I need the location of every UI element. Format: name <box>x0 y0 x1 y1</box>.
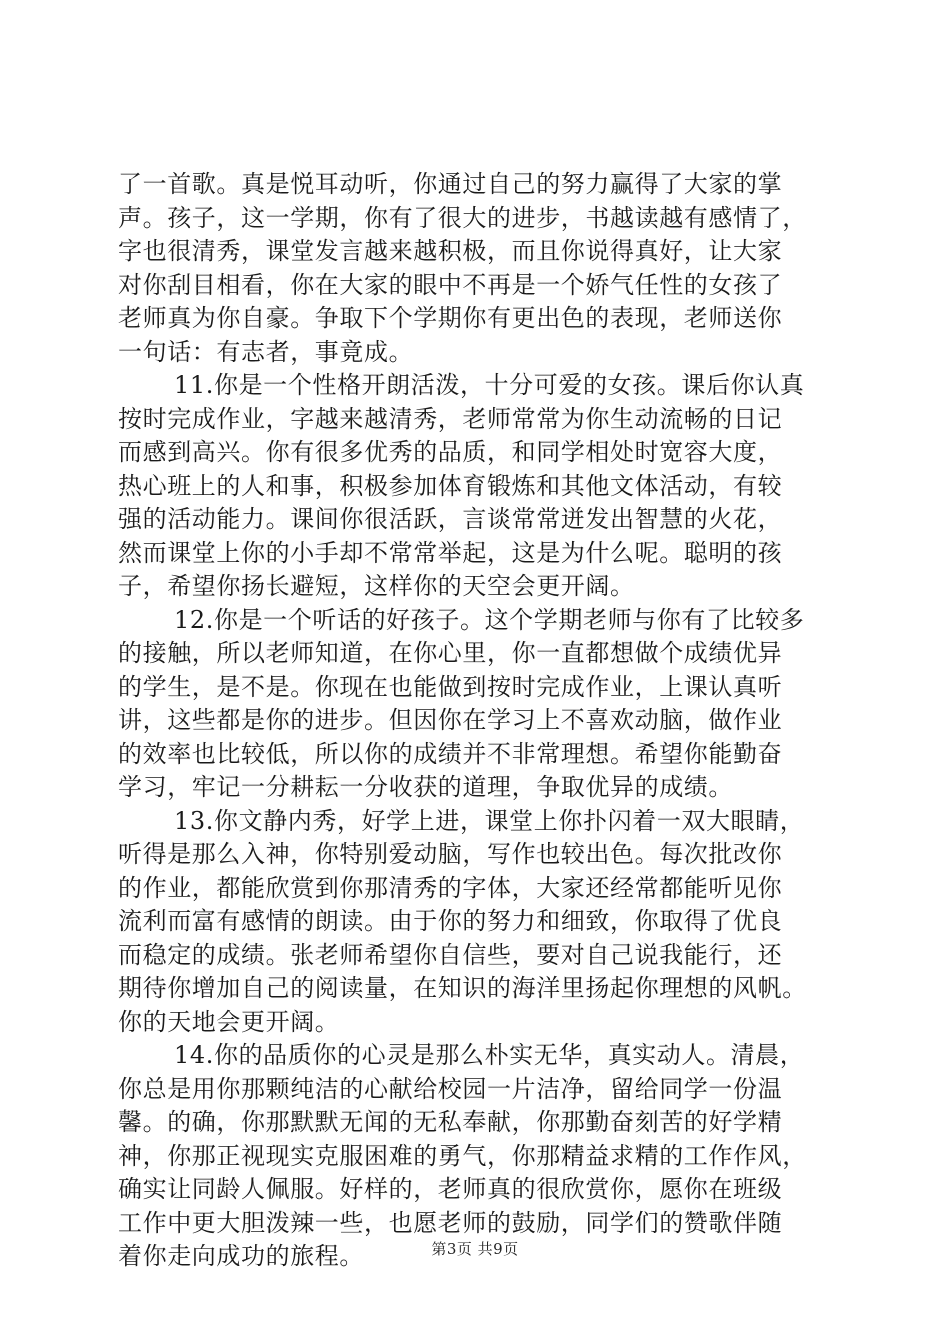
text-line: 声。孩子，这一学期，你有了很大的进步，书越读越有感情了， <box>118 203 807 232</box>
text-line: 听得是那么入神，你特别爱动脑，写作也较出色。每次批改你 <box>118 840 783 868</box>
text-line: 的作业，都能欣赏到你那清秀的字体，大家还经常都能听见你 <box>118 873 783 902</box>
text-line: 而稳定的成绩。张老师希望你自信些，要对自己说我能行，还 <box>118 940 783 969</box>
text-line: 工作中更大胆泼辣一些，也愿老师的鼓励，同学们的赞歌伴随 <box>118 1208 783 1237</box>
text-line: 流利而富有感情的朗读。由于你的努力和细致，你取得了优良 <box>118 907 783 935</box>
page-number-footer: 第3页 共9页 <box>431 1240 519 1258</box>
text-line: 着你走向成功的旅程。 <box>118 1242 364 1270</box>
text-line: 的学生，是不是。你现在也能做到按时完成作业，上课认真听 <box>118 672 783 701</box>
text-line: 对你刮目相看，你在大家的眼中不再是一个娇气任性的女孩了 <box>118 270 783 299</box>
paragraph-13-start: 13.你文静内秀，好学上进，课堂上你扑闪着一双大眼睛， <box>174 806 805 835</box>
text-line: 然而课堂上你的小手却不常常举起，这是为什么呢。聪明的孩 <box>118 538 783 567</box>
text-line: 你总是用你那颗纯洁的心献给校园一片洁净，留给同学一份温 <box>118 1074 783 1103</box>
text-line: 字也很清秀，课堂发言越来越积极，而且你说得真好，让大家 <box>118 237 783 265</box>
text-line: 强的活动能力。课间你很活跃，言谈常常迸发出智慧的火花， <box>118 505 783 533</box>
text-line: 神，你那正视现实克服困难的勇气，你那精益求精的工作作风， <box>118 1141 807 1170</box>
text-line: 的接触，所以老师知道，在你心里，你一直都想做个成绩优异 <box>118 639 783 667</box>
text-line: 的效率也比较低，所以你的成绩并不非常理想。希望你能勤奋 <box>118 739 783 768</box>
body-text <box>118 168 838 1274</box>
text-line: 讲，这些都是你的进步。但因你在学习上不喜欢动脑，做作业 <box>118 706 783 734</box>
text-line: 热心班上的人和事，积极参加体育锻炼和其他文体活动，有较 <box>118 471 783 500</box>
text-line: 了一首歌。真是悦耳动听，你通过自己的努力赢得了大家的掌 <box>118 170 783 198</box>
text-line: 一句话：有志者，事竟成。 <box>118 337 414 366</box>
text-line: 而感到高兴。你有很多优秀的品质，和同学相处时宽容大度， <box>118 438 783 466</box>
paragraph-14-start: 14.你的品质你的心灵是那么朴实无华，真实动人。清晨， <box>174 1041 805 1069</box>
paragraph-11-start: 11.你是一个性格开朗活泼，十分可爱的女孩。课后你认真 <box>174 371 805 399</box>
text-line: 确实让同龄人佩服。好样的，老师真的很欣赏你，愿你在班级 <box>118 1175 783 1203</box>
text-line: 你的天地会更开阔。 <box>118 1007 340 1036</box>
text-line: 馨。的确，你那默默无闻的无私奉献，你那勤奋刻苦的好学精 <box>118 1108 783 1136</box>
text-line: 期待你增加自己的阅读量，在知识的海洋里扬起你理想的风帆。 <box>118 974 807 1002</box>
text-line: 老师真为你自豪。争取下个学期你有更出色的表现，老师送你 <box>118 304 783 332</box>
text-line: 子，希望你扬长避短，这样你的天空会更开阔。 <box>118 572 635 600</box>
text-line: 按时完成作业，字越来越清秀，老师常常为你生动流畅的日记 <box>118 404 783 433</box>
text-line: 学习，牢记一分耕耘一分收获的道理，争取优异的成绩。 <box>118 773 733 801</box>
paragraph-12-start: 12.你是一个听话的好孩子。这个学期老师与你有了比较多 <box>174 605 805 634</box>
